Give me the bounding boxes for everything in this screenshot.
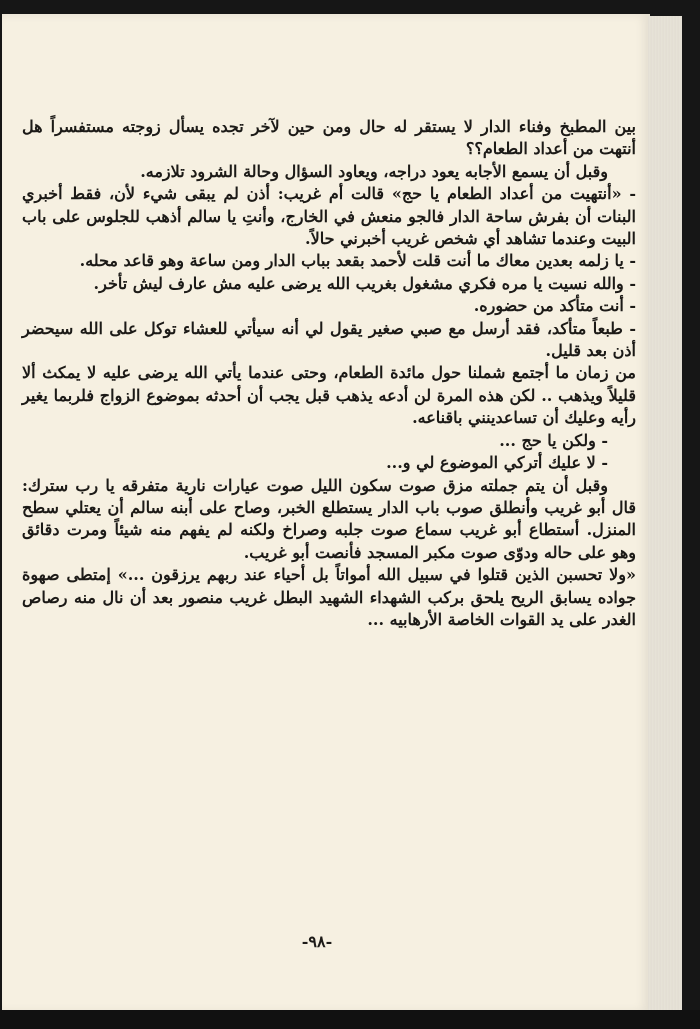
paragraph-4: - يا زلمه بعدين معاك ما أنت قلت لأحمد بقعد بباب الدار ومن ساعة وهو قاعد محله.: [79, 251, 636, 271]
page-edges: [648, 16, 682, 1010]
paragraph-12: «ولا تحسبن الذين قتلوا في سبيل الله أمواتاً بل أحياء عند ربهم يرزقون ...» إمتطى صهوة جواده يسابق الريح يلحق بركب الشهداء الشهيد البطل غريب منصور بعد أن نال منه رصاص الغدر على يد القوات الخاصة الأرهابيه ...: [22, 565, 637, 629]
paragraph-7: - طبعاً متأكد، فقد أرسل مع صبي صغير يقول لي أنه سيأتي للعشاء توكل على الله سيحضر أذن بعد قليل.: [22, 318, 636, 361]
bottom-shadow: [0, 1010, 700, 1029]
paragraph-3: - «أنتهيت من أعداد الطعام يا حج» قالت أم غريب: أذن لم يبقى شيء لأن، فقط أخبري البنات أن بفرش ساحة الدار فالجو منعش في الخارج، وأنتِ يا سالم أذهب للجلوس على باب البيت وعندما تشاهد أي شخص غريب أخبرني حالاً.: [22, 184, 637, 249]
paragraph-11: وقبل أن يتم جملته مزق صوت سكون الليل صوت عيارات نارية متفرقه يا رب سترك: قال أبو غريب وأنطلق صوب باب الدار يستطلع الخبر، وصاح على أبنه سالم أن يعتلي سطح المنزل. أستطاع أبو غريب سماع صوت جلبه وصراخ ولكنه لم يفهم منه شيئاً ومرت دقائق وهو على حاله ودوّى صوت مكبر المسجد فأنصت أبو غريب.: [22, 475, 637, 562]
paragraph-6: - أنت متأكد من حضوره.: [473, 296, 636, 316]
paragraph-2: وقبل أن يسمع الأجابه يعود دراجه، ويعاود السؤال وحالة الشرود تلازمه.: [140, 161, 608, 181]
book-page: [2, 14, 650, 1012]
page-number: -٩٨-: [301, 932, 333, 951]
paragraph-10: - لا عليك أتركي الموضوع لي و...: [386, 453, 608, 473]
paragraph-8: من زمان ما أجتمع شملنا حول مائدة الطعام، وحتى عندما يأتي الله يرضى عليه لا يمكث ألا قليلاً ويذهب .. لكن هذه المرة لن أدعه يذهب قبل يجب أن أحدثه بموضوع الزواج فلربما يغير رأيه وعليك أن تساعدينني باقناعه.: [22, 363, 636, 428]
paragraph-5: - والله نسيت يا مره فكري مشغول بغريب الله يرضى عليه مش عارف ليش تأخر.: [93, 273, 636, 293]
paragraph-1: بين المطبخ وفناء الدار لا يستقر له حال ومن حين لآخر تجده يسأل زوجته مستفسراً هل أنتهت من أعداد الطعام؟؟: [22, 117, 636, 159]
paragraph-9: - ولكن يا حج ...: [499, 430, 608, 450]
body-text: [22, 116, 636, 631]
